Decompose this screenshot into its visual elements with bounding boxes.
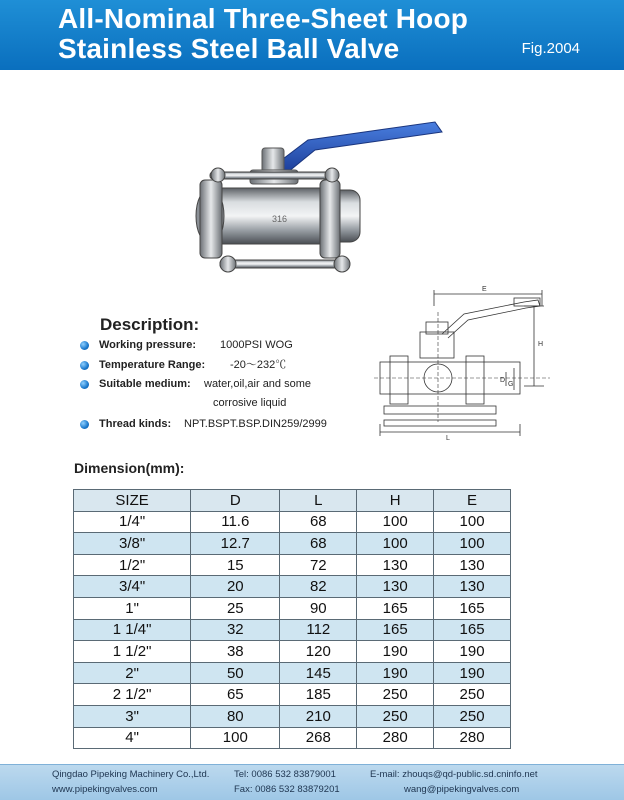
table-cell: 68 [280, 533, 357, 555]
table-cell: 20 [191, 576, 280, 598]
table-cell: 130 [357, 576, 434, 598]
table-row [74, 684, 511, 706]
table-cell: 1 1/2" [74, 641, 191, 663]
spec-value-continued: corrosive liquid [213, 397, 287, 409]
table-cell: 120 [280, 641, 357, 663]
table-row [74, 554, 511, 576]
table-cell: 185 [280, 684, 357, 706]
table-cell: 4" [74, 727, 191, 749]
table-cell: 190 [434, 662, 511, 684]
column-header: L [280, 490, 357, 512]
table-row [74, 511, 511, 533]
footer-tel: Tel: 0086 532 83879001 [234, 769, 336, 780]
table-header-row [74, 490, 511, 512]
spec-value: 1000PSI WOG [220, 339, 293, 351]
table-cell: 165 [434, 619, 511, 641]
bullet-icon [80, 380, 89, 389]
table-cell: 15 [191, 554, 280, 576]
table-cell: 250 [434, 684, 511, 706]
table-cell: 25 [191, 597, 280, 619]
table-cell: 190 [434, 641, 511, 663]
column-header: SIZE [74, 490, 191, 512]
table-cell: 3" [74, 705, 191, 727]
table-cell: 32 [191, 619, 280, 641]
table-cell: 190 [357, 662, 434, 684]
bullet-icon [80, 361, 89, 370]
dimension-drawing [374, 282, 550, 444]
table-row [74, 576, 511, 598]
footer-email: E-mail: zhouqs@qd-public.sd.cninfo.net [370, 769, 538, 780]
table-cell: 250 [357, 705, 434, 727]
table-cell: 100 [434, 511, 511, 533]
label-g: G [508, 381, 514, 388]
table-cell: 165 [434, 597, 511, 619]
table-cell: 65 [191, 684, 280, 706]
valve-photo [180, 110, 450, 310]
table-row [74, 619, 511, 641]
table-cell: 68 [280, 511, 357, 533]
table-cell: 2 1/2" [74, 684, 191, 706]
figure-number: Fig.2004 [521, 40, 580, 57]
table-cell: 130 [434, 576, 511, 598]
footer-company: Qingdao Pipeking Machinery Co.,Ltd. [52, 769, 210, 780]
spec-key: Suitable medium: [99, 378, 191, 390]
column-header: D [191, 490, 280, 512]
spec-value: water,oil,air and some [204, 378, 311, 390]
table-cell: 268 [280, 727, 357, 749]
table-cell: 130 [434, 554, 511, 576]
dimension-title: Dimension(mm): [74, 460, 185, 476]
label-e: E [482, 286, 487, 293]
spec-value: NPT.BSPT.BSP.DIN259/2999 [184, 418, 327, 430]
table-cell: 112 [280, 619, 357, 641]
table-cell: 2" [74, 662, 191, 684]
footer-email2[interactable]: wang@pipekingvalves.com [404, 784, 520, 795]
table-cell: 72 [280, 554, 357, 576]
table-cell: 80 [191, 705, 280, 727]
description-title: Description: [100, 315, 200, 334]
table-cell: 145 [280, 662, 357, 684]
spec-key: Thread kinds: [99, 418, 172, 430]
spec-key: Working pressure: [99, 339, 196, 351]
table-cell: 100 [434, 533, 511, 555]
table-cell: 210 [280, 705, 357, 727]
svg-text:316: 316 [272, 214, 288, 224]
table-cell: 165 [357, 597, 434, 619]
table-cell: 90 [280, 597, 357, 619]
table-cell: 280 [434, 727, 511, 749]
table-cell: 50 [191, 662, 280, 684]
table-cell: 165 [357, 619, 434, 641]
table-row [74, 641, 511, 663]
spec-value: -20～232℃ [230, 359, 287, 371]
table-row [74, 597, 511, 619]
table-cell: 38 [191, 641, 280, 663]
table-cell: 100 [357, 511, 434, 533]
footer-fax: Fax: 0086 532 83879201 [234, 784, 340, 795]
table-cell: 11.6 [191, 511, 280, 533]
page-title-line2: Stainless Steel Ball Valve [58, 33, 400, 64]
table-cell: 100 [191, 727, 280, 749]
table-cell: 1 1/4" [74, 619, 191, 641]
table-row [74, 662, 511, 684]
table-row [74, 533, 511, 555]
bullet-icon [80, 341, 89, 350]
bullet-icon [80, 420, 89, 429]
table-cell: 1/4" [74, 511, 191, 533]
footer-website[interactable]: www.pipekingvalves.com [52, 784, 158, 795]
column-header: E [434, 490, 511, 512]
table-cell: 280 [357, 727, 434, 749]
table-cell: 3/8" [74, 533, 191, 555]
header-banner [0, 0, 624, 70]
page-title-line1: All-Nominal Three-Sheet Hoop [58, 3, 469, 34]
table-cell: 250 [434, 705, 511, 727]
label-h: H [538, 341, 544, 348]
table-cell: 130 [357, 554, 434, 576]
table-row [74, 727, 511, 749]
table-cell: 12.7 [191, 533, 280, 555]
footer [0, 764, 624, 800]
table-cell: 250 [357, 684, 434, 706]
table-cell: 3/4" [74, 576, 191, 598]
table-cell: 82 [280, 576, 357, 598]
table-cell: 100 [357, 533, 434, 555]
table-cell: 1/2" [74, 554, 191, 576]
table-row [74, 705, 511, 727]
spec-key: Temperature Range: [99, 359, 206, 371]
dimension-table [73, 489, 511, 749]
column-header: H [357, 490, 434, 512]
table-cell: 1" [74, 597, 191, 619]
label-l: L [446, 435, 450, 442]
label-d: D [500, 377, 506, 384]
table-cell: 190 [357, 641, 434, 663]
